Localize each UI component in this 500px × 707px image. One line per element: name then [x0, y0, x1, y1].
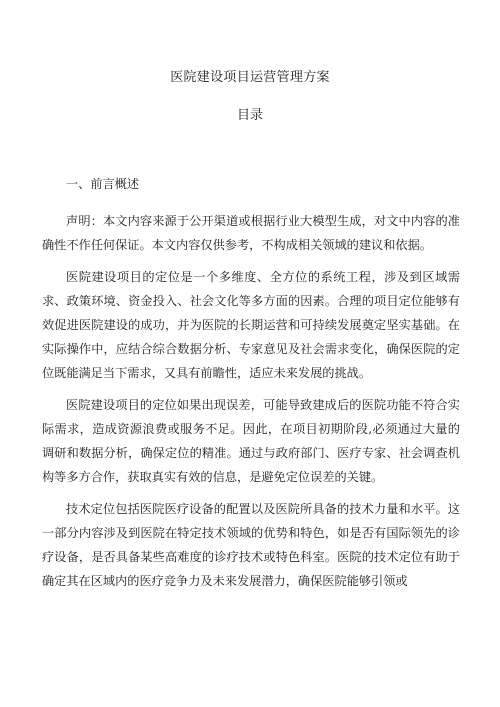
paragraph: 医院建设项目的定位如果出现误差，可能导致建成后的医院功能不符合实际需求，造成资源浪费或服务不足。因此，在项目初期阶段,必须通过大量的调研和数据分析，确保定位的精准。通过与政府部门、医疗专家、社会调查机构等多方合作，获取真实有效的信息，是避免定位误差的关键。: [42, 398, 460, 484]
document-body: [42, 172, 460, 601]
paragraph-disclaimer: 声明：本文内容来源于公开渠道或根据行业大模型生成，对文中内容的准确性不作任何保证。本文内容仅供参考，不构成相关领域的建议和依据。: [42, 214, 460, 252]
toc-label: 目录: [236, 108, 263, 123]
paragraph: 医院建设项目的定位是一个多维度、全方位的系统工程，涉及到区域需求、政策环境、资金投入、社会文化等多方面的因素。合理的项目定位能够有效促进医院建设的成功，并为医院的长期运营和可持续发展奠定坚实基础。在实际操作中，应结合综合数据分析、专家意见及社会需求变化，确保医院的定位既能满足当下需求，又具有前瞻性，适应未来发展的挑战。: [42, 270, 460, 380]
paragraph: 技术定位包括医院医疗设备的配置以及医院所具备的技术力量和水平。这一部分内容涉及到医院在特定技术领域的优势和特色，如是否有国际领先的诊疗设备，是否具备某些高难度的诊疗技术或特色科室。医院的技术定位有助于确定其在区域内的医疗竞争力及未来发展潜力，确保医院能够引领或: [42, 502, 460, 588]
section-heading: 一、前言概述: [66, 177, 140, 191]
document-title: 医院建设项目运营管理方案: [170, 70, 330, 85]
